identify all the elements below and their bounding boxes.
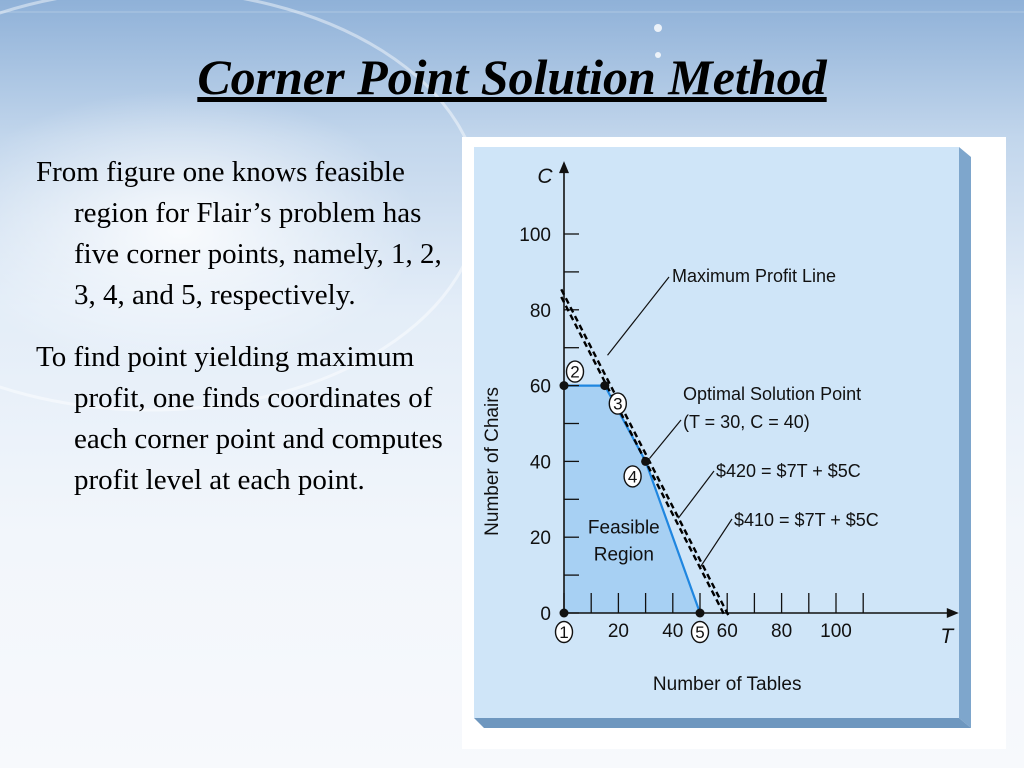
slide-title: Corner Point Solution Method bbox=[197, 49, 827, 105]
x-axis-title: Number of Tables bbox=[652, 674, 802, 695]
corner-point-dot bbox=[560, 381, 569, 390]
corner-point-label: 4 bbox=[627, 467, 638, 487]
corner-point-label: 3 bbox=[613, 394, 623, 414]
feasible-region-label: Region bbox=[593, 544, 654, 566]
corner-point-dot bbox=[641, 457, 650, 466]
panel-shadow-bottom bbox=[474, 718, 971, 728]
feasible-region-label: Feasible bbox=[587, 517, 660, 539]
optimal-point-label: Optimal Solution Point bbox=[683, 384, 862, 404]
corner-point-dot bbox=[560, 609, 569, 618]
bullet-item: To find point yielding maximum profit, one finds coordinates of each corner point and computes profit level at each point. bbox=[36, 341, 443, 496]
corner-point-dot bbox=[696, 609, 705, 618]
y-tick-label: 60 bbox=[529, 376, 551, 398]
corner-point-dot bbox=[600, 381, 609, 390]
profit-line-420-label: $420 = $7T + $5C bbox=[716, 461, 861, 481]
corner-point-label: 5 bbox=[695, 623, 705, 642]
panel-shadow-right bbox=[959, 147, 971, 728]
x-tick-label: 80 bbox=[771, 621, 793, 642]
corner-point-label: 1 bbox=[559, 623, 569, 642]
corner-point-chart bbox=[462, 137, 1006, 749]
max-profit-line-label: Maximum Profit Line bbox=[672, 266, 837, 286]
profit-line-410-label: $410 = $7T + $5C bbox=[734, 510, 879, 530]
y-tick-label: 80 bbox=[529, 300, 551, 322]
x-tick-label: 20 bbox=[607, 621, 629, 642]
x-tick-label: 100 bbox=[820, 621, 852, 642]
y-tick-label: 100 bbox=[519, 225, 551, 246]
optimal-point-coords-label: (T = 30, C = 40) bbox=[683, 412, 810, 432]
bullet-list bbox=[36, 152, 456, 522]
x-tick-label: 60 bbox=[716, 621, 738, 642]
y-tick-label: 40 bbox=[529, 452, 551, 474]
bullet-item: From figure one knows feasible region for Flair’s problem has five corner points, namely, 1, 2, 3, 4, and 5, respectively. bbox=[36, 156, 442, 311]
y-tick-label: 0 bbox=[540, 604, 551, 625]
x-tick-label: 40 bbox=[662, 621, 684, 642]
x-axis-letter: T bbox=[940, 625, 954, 648]
corner-point-label: 2 bbox=[570, 362, 580, 382]
y-tick-label: 20 bbox=[529, 528, 551, 550]
y-axis-letter: C bbox=[537, 165, 553, 188]
y-axis-title: Number of Chairs bbox=[482, 386, 503, 536]
